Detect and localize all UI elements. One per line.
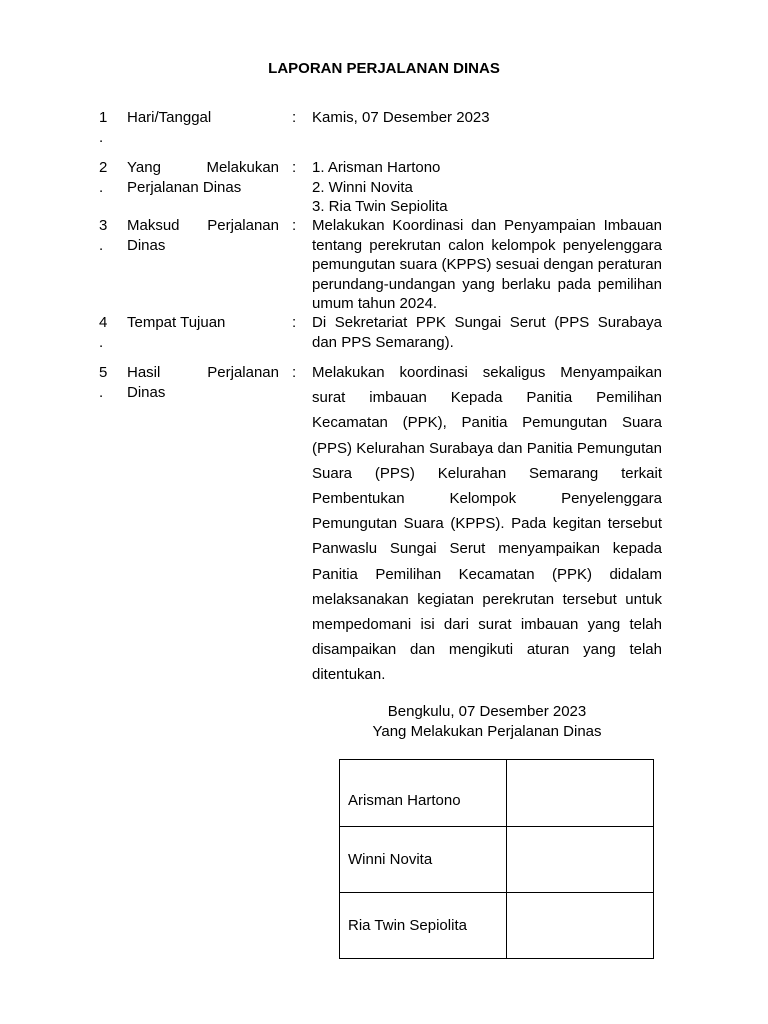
item-value (312, 158, 662, 217)
item-colon: : (292, 109, 297, 126)
item-colon: : (292, 364, 297, 381)
item-number: 4 . (99, 314, 108, 351)
signer-name: Winni Novita (340, 827, 507, 893)
item-number: 1 . (99, 109, 108, 146)
item-number: 2 . (99, 159, 108, 196)
signer-name: Ria Twin Sepiolita (340, 893, 507, 959)
document-title: LAPORAN PERJALANAN DINAS (268, 60, 500, 77)
item-label: Tempat Tujuan (127, 314, 226, 331)
item-colon: : (292, 217, 297, 234)
signature-box (507, 893, 654, 959)
traveler-1: 1. Arisman Hartono (312, 159, 441, 176)
item-colon: : (292, 314, 297, 331)
item-value: Melakukan koordinasi sekaligus Menyampaikan surat imbauan Kepada Panitia Pemilihan Kecamatan (PPK), Panitia Pemungutan Suara (PPS) Kelurahan Surabaya dan Panitia Pemungutan Suara (PPS) Kelurahan Semarang terkait Pembentukan Kelompok Penyelenggara Pemungutan Suara (KPPS). Pada kegitan tersebut Panwaslu Sungai Serut menyampaikan kepada Panitia Pemilihan Kecamatan (PPK) didalam melaksanakan kegiatan perekrutan tersebut untuk mempedomani isi dari surat imbauan yang telah disampaikan dan mengikuti aturan yang telah ditentukan. (312, 364, 662, 684)
signature-row (340, 893, 654, 959)
signature-box (507, 760, 654, 827)
place-date: Bengkulu, 07 Desember 2023 (387, 703, 587, 720)
item-label: Maksud Perjalanan Dinas (127, 217, 279, 254)
item-label: Hari/Tanggal (127, 109, 212, 126)
item-number: 3 . (99, 217, 108, 254)
item-label: Hasil Perjalanan Dinas (127, 364, 279, 401)
signature-caption: Yang Melakukan Perjalanan Dinas (372, 723, 602, 740)
item-value: Di Sekretariat PPK Sungai Serut (PPS Surabaya dan PPS Semarang). (312, 314, 662, 351)
signature-header (312, 702, 662, 742)
signature-table (339, 759, 654, 959)
signer-name: Arisman Hartono (340, 760, 507, 827)
signature-row (340, 827, 654, 893)
item-number: 5 . (99, 364, 108, 401)
traveler-3: 3. Ria Twin Sepiolita (312, 198, 448, 215)
item-colon: : (292, 159, 297, 176)
item-value: Kamis, 07 Desember 2023 (312, 109, 490, 126)
traveler-2: 2. Winni Novita (312, 178, 413, 196)
item-label: Yang Melakukan Perjalanan Dinas (127, 159, 279, 196)
item-value: Melakukan Koordinasi dan Penyampaian Imbauan tentang perekrutan calon kelompok penyelenggara pemungutan suara (KPPS) sesuai dengan peraturan perundang-undangan yang berlaku pada pemilihan umum tahun 2024. (312, 217, 662, 312)
signature-box (507, 827, 654, 893)
signature-row (340, 760, 654, 827)
